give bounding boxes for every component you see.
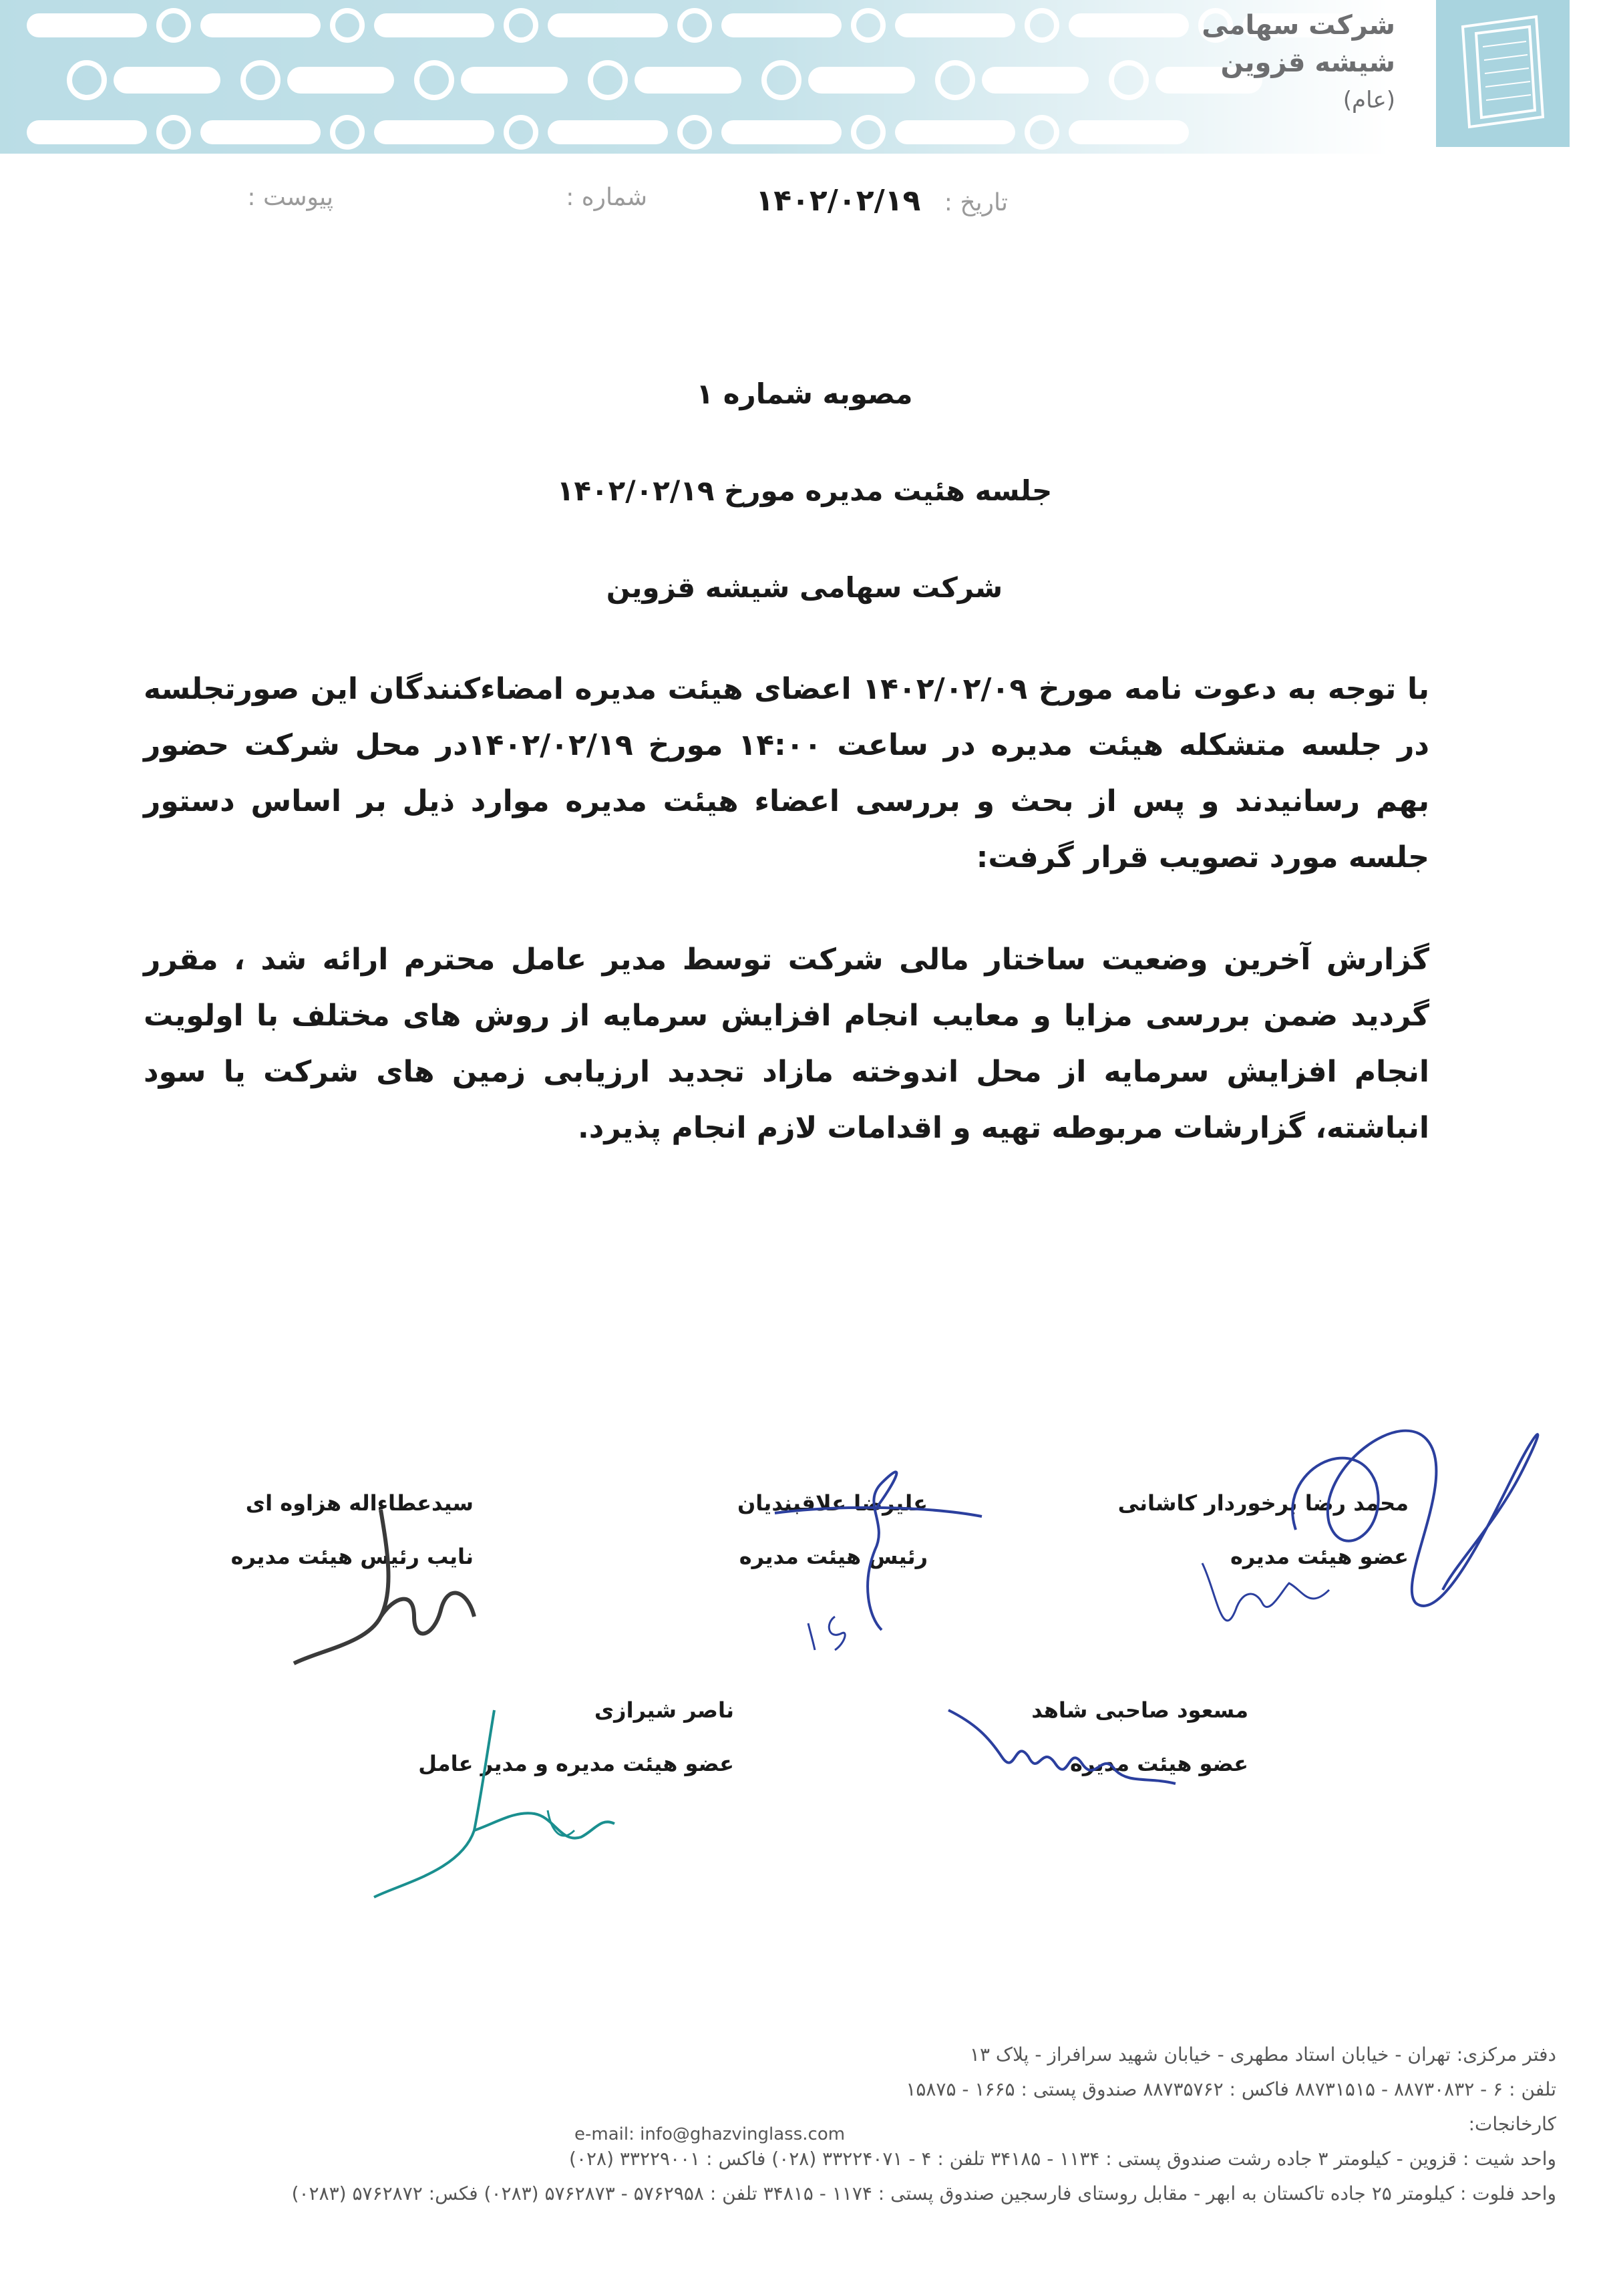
signature-1 [1176,1389,1550,1670]
meeting-title: جلسه هئیت مدیره مورخ ۱۴۰۲/۰۲/۱۹ [556,474,1053,507]
company-title: شرکت سهامی شیشه قزوین [606,571,1003,604]
signatory-role: عضو هیئت مدیره و مدیر عامل [418,1751,734,1776]
float-unit-address: واحد فلوت : کیلومتر ۲۵ جاده تاکستان به ابهر - مقابل روستای فارسجین صندوق پستی : ۱۱۷۴ - ۳۴۸۱۵ تلفن : ۵۷۶۲۹۵۸ - ۵۷۶۲۸۷۳ (۰۲۸۳) فکس: ۵۷۶۲۸۷۲ (۰۲۸۳) [291,2182,1556,2204]
attachment-field [247,184,333,211]
number-label: شماره : [566,184,647,211]
date-field [755,184,1008,218]
signatory-role: عضو هیئت مدیره [1069,1751,1248,1776]
signatory-role: عضو هیئت مدیره [1230,1544,1409,1569]
head-office-phones: تلفن : ۶ - ۸۸۷۳۰۸۳۲ - ۸۸۷۳۱۵۱۵ فاکس : ۸۸۷۳۵۷۶۲ صندوق پستی : ۱۶۶۵ - ۱۵۸۷۵ [906,2078,1556,2100]
number-field [566,184,647,211]
glass-panes-logo-icon [1436,0,1570,147]
company-name-line2: شیشه قزوین [1220,47,1395,78]
company-name-block [1115,7,1395,119]
signatory-name: علیرضا علاقبندیان [737,1490,928,1516]
signatory-name: مسعود صاحبی شاهد [1031,1697,1248,1723]
signatory-name: سیدعطاءاله هزاوه ای [245,1490,474,1516]
intro-paragraph: با توجه به دعوت نامه مورخ ۱۴۰۲/۰۲/۰۹ اعضای هیئت مدیره امضاءکنندگان این صورتجلسه در جلسه متشکله هیئت مدیره در ساعت ۱۴:۰۰ مورخ ۱۴۰۲/۰۲/۱۹در محل شرکت حضور بهم رسانیدند و پس از بحث و بررسی اعضاء هیئت مدیره موارد ذیل بر اساس دستور جلسه مورد تصویب قرار گرفت: [144,672,1429,874]
signatory-name: محمد رضا برخوردار کاشانی [1117,1490,1409,1516]
company-name-line1: شرکت سهامی [1202,10,1395,41]
signatory-role: نایب رئیس هیئت مدیره [230,1544,474,1569]
signature-5 [361,1697,641,1911]
resolution-title: مصوبه شماره ۱ [696,377,913,410]
signatory-name: ناصر شیرازی [594,1697,734,1723]
company-type: (عام) [1343,87,1395,114]
factories-label: کارخانجات: [1468,2113,1556,2135]
head-office-address: دفتر مرکزی: تهران - خیابان استاد مطهری - خیابان شهید سرافراز - پلاک ۱۳ [969,2043,1556,2066]
email-address: e-mail: info@ghazvinglass.com [574,2124,846,2144]
date-value: ۱۴۰۲/۰۲/۱۹ [755,184,921,218]
attachment-label: پیوست : [247,184,333,211]
signatory-role: رئیس هیئت مدیره [739,1544,928,1569]
resolution-paragraph: گزارش آخرین وضعیت ساختار مالی شرکت توسط مدیر عامل محترم ارائه شد ، مقرر گردید ضمن بررسی مزایا و معایب انجام افزایش سرمایه از روش های مختلف با اولویت انجام افزایش سرمایه از محل اندوخته مازاد تجدید ارزیابی زمین های شرکت یا سود انباشته، گزارشات مربوطه تهیه و اقدامات لازم انجام پذیرد. [144,943,1429,1145]
signature-2 [761,1430,1002,1657]
signature-3 [281,1483,494,1683]
company-logo [1436,0,1570,147]
date-label: تاریخ : [944,189,1008,216]
sheet-unit-address: واحد شیت : قزوین - کیلومتر ۳ جاده رشت صندوق پستی : ۱۱۳۴ - ۳۴۱۸۵ تلفن : ۴ - ۳۳۲۲۴۰۷۱ (۰۲۸) فاکس : ۳۳۲۲۹۰۰۱ (۰۲۸) [569,2148,1556,2170]
signature-4 [935,1683,1216,1844]
